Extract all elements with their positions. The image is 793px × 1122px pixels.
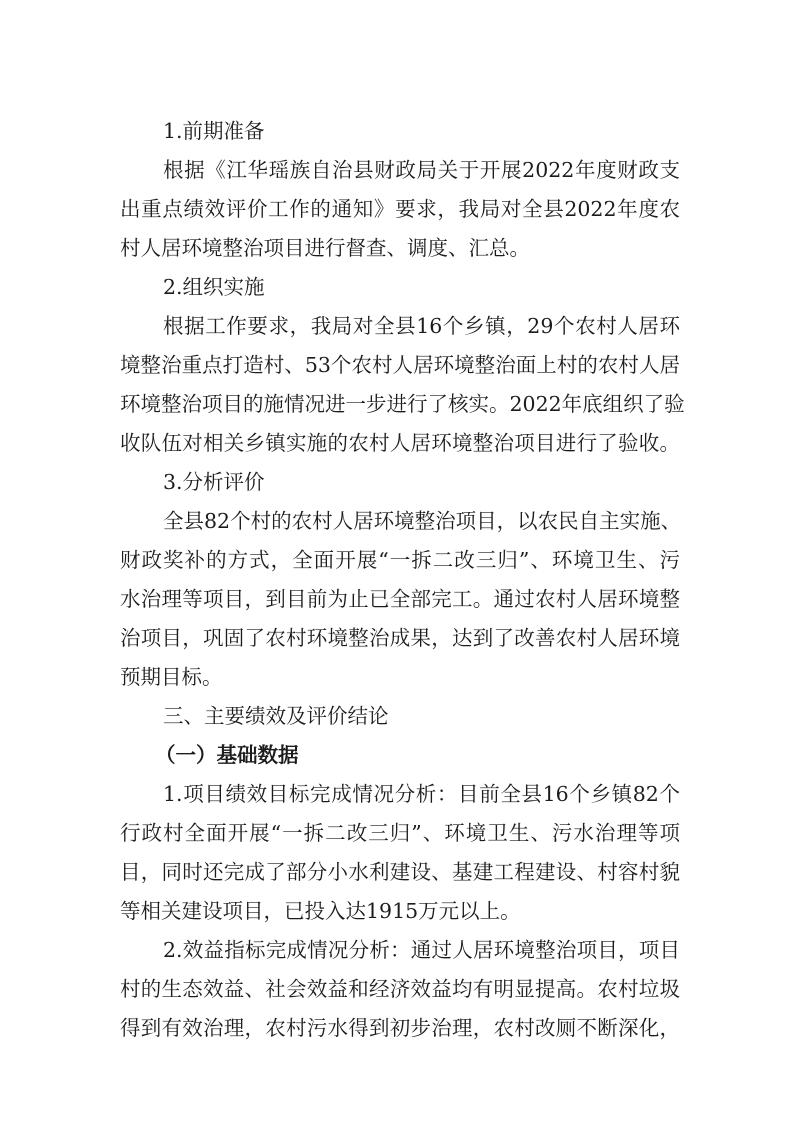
chapter-heading: 三、主要绩效及评价结论 bbox=[163, 704, 389, 728]
paragraph-line: 预期目标。 bbox=[120, 665, 223, 689]
paragraph-line: 村人居环境整治项目进行督查、调度、汇总。 bbox=[120, 236, 530, 260]
paragraph-line: 环境整治项目的施情况进一步进行了核实。2022年底组织了验 bbox=[120, 392, 685, 416]
paragraph-line: 境整治重点打造村、53个农村人居环境整治面上村的农村人居 bbox=[120, 353, 680, 377]
paragraph-line: 村的生态效益、社会效益和经济效益均有明显提高。农村垃圾 bbox=[120, 977, 680, 1001]
paragraph-line: 根据工作要求，我局对全县16个乡镇，29个农村人居环 bbox=[163, 314, 680, 338]
paragraph-line: 根据《江华瑶族自治县财政局关于开展2022年度财政支 bbox=[163, 158, 680, 182]
subheading-basic-data: （一）基础数据 bbox=[155, 743, 299, 767]
section-heading-preparation: 1.前期准备 bbox=[163, 119, 265, 143]
paragraph-line: 治项目，巩固了农村环境整治成果，达到了改善农村人居环境 bbox=[120, 626, 680, 650]
paragraph-line: 收队伍对相关乡镇实施的农村人居环境整治项目进行了验收。 bbox=[120, 431, 680, 455]
section-heading-analysis: 3.分析评价 bbox=[163, 470, 265, 494]
paragraph-line: 出重点绩效评价工作的通知》要求，我局对全县2022年度农 bbox=[120, 197, 680, 221]
paragraph-line: 目，同时还完成了部分小水利建设、基建工程建设、村容村貌 bbox=[120, 860, 680, 884]
paragraph-line: 1.项目绩效目标完成情况分析：目前全县16个乡镇82个 bbox=[163, 782, 680, 806]
paragraph-line: 得到有效治理，农村污水得到初步治理，农村改厕不断深化， bbox=[120, 1016, 680, 1040]
paragraph-line: 2.效益指标完成情况分析：通过人居环境整治项目，项目 bbox=[163, 938, 680, 962]
section-heading-implementation: 2.组织实施 bbox=[163, 275, 265, 299]
paragraph-line: 等相关建设项目，已投入达1915万元以上。 bbox=[120, 899, 521, 923]
paragraph-line: 行政村全面开展“一拆二改三归”、环境卫生、污水治理等项 bbox=[120, 821, 680, 845]
paragraph-line: 财政奖补的方式，全面开展“一拆二改三归”、环境卫生、污 bbox=[120, 548, 680, 572]
paragraph-line: 水治理等项目，到目前为止已全部完工。通过农村人居环境整 bbox=[120, 587, 680, 611]
paragraph-line: 全县82个村的农村人居环境整治项目，以农民自主实施、 bbox=[163, 509, 682, 533]
